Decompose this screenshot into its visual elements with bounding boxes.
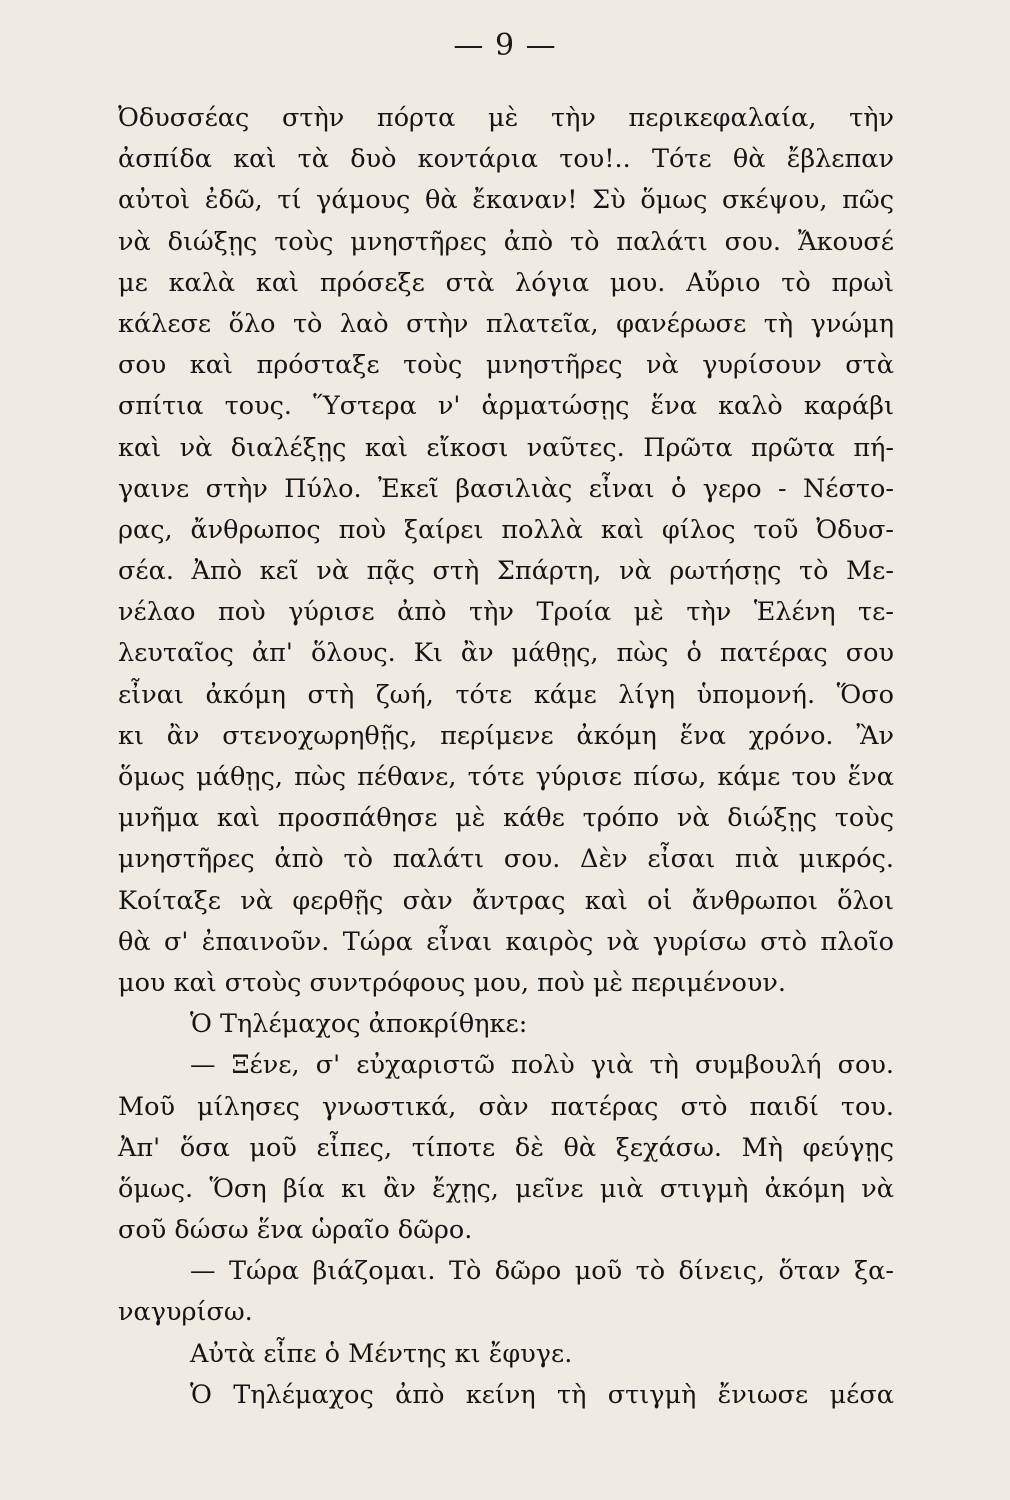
text-line: ὅμως. Ὅση βία κι ἂν ἔχῃς, μεῖνε μιὰ στιγμὴ ἀκόμη νὰ	[118, 1173, 894, 1204]
text-line: μου καὶ στοὺς συντρόφους μου, ποὺ μὲ περιμένουν.	[118, 967, 786, 998]
text-line: κάλεσε ὅλο τὸ λαὸ στὴν πλατεῖα, φανέρωσε τὴ γνώμη	[118, 308, 894, 339]
text-line: Ἀπ' ὅσα μοῦ εἶπες, τίποτε δὲ θὰ ξεχάσω. Μὴ φεύγῃς	[118, 1132, 894, 1163]
text-line: μνῆμα καὶ προσπάθησε μὲ κάθε τρόπο νὰ διώξῃς τοὺς	[118, 803, 894, 834]
text-line: Ὁ Τηλέμαχος ἀποκρίθηκε:	[190, 1009, 528, 1040]
text-line: καὶ νὰ διαλέξῃς καὶ εἴκοσι ναῦτες. Πρῶτα πρῶτα πή-	[118, 432, 894, 463]
text-line: ρας, ἄνθρωπος ποὺ ξαίρει πολλὰ καὶ φίλος τοῦ Ὀδυσ-	[118, 514, 894, 545]
text-line: μνηστῆρες ἀπὸ τὸ παλάτι σου. Δὲν εἶσαι πιὰ μικρός.	[118, 844, 894, 875]
text-line: Ὀδυσσέας στὴν πόρτα μὲ τὴν περικεφαλαία, τὴν	[118, 103, 894, 133]
text-line: σέα. Ἀπὸ κεῖ νὰ πᾷς στὴ Σπάρτη, νὰ ρωτήσῃς τὸ Με-	[118, 556, 894, 587]
text-line: αὐτοὶ ἐδῶ, τί γάμους θὰ ἔκαναν! Σὺ ὅμως σκέψου, πῶς	[118, 185, 894, 216]
text-line: εἶναι ἀκόμη στὴ ζωή, τότε κάμε λίγη ὑπομονή. Ὅσο	[118, 679, 894, 710]
text-line: Κοίταξε νὰ φερθῇς σὰν ἄντρας καὶ οἱ ἄνθρωποι ὅλοι	[118, 885, 894, 916]
text-line: νέλαο ποὺ γύρισε ἀπὸ τὴν Τροία μὲ τὴν Ἑλένη τε-	[118, 597, 894, 628]
text-line: με καλὰ καὶ πρόσεξε στὰ λόγια μου. Αὔριο τὸ πρωὶ	[118, 267, 894, 298]
text-line: θὰ σ' ἐπαινοῦν. Τώρα εἶναι καιρὸς νὰ γυρίσω στὸ πλοῖο	[118, 926, 894, 957]
text-line: σοῦ δώσω ἕνα ὡραῖο δῶρο.	[118, 1215, 473, 1246]
text-line: κι ἂν στενοχωρηθῇς, περίμενε ἀκόμη ἕνα χρόνο. Ἂν	[118, 720, 894, 751]
text-line: ὅμως μάθῃς, πὼς πέθανε, τότε γύρισε πίσω, κάμε του ἕνα	[118, 762, 894, 792]
text-line: — Τώρα βιάζομαι. Τὸ δῶρο μοῦ τὸ δίνεις, ὅταν ξα-	[190, 1256, 894, 1287]
page-number: — 9 —	[453, 28, 557, 63]
text-line: ἀσπίδα καὶ τὰ δυὸ κοντάρια του!.. Τότε θὰ ἔβλεπαν	[118, 144, 894, 175]
text-line: Αὐτὰ εἶπε ὁ Μέντης κι ἔφυγε.	[190, 1338, 573, 1369]
body-text	[118, 98, 894, 1416]
text-line: Μοῦ μίλησες γνωστικά, σὰν πατέρας στὸ παιδί του.	[118, 1091, 894, 1122]
text-line: ναγυρίσω.	[118, 1297, 253, 1328]
text-line: σου καὶ πρόσταξε τοὺς μνηστῆρες νὰ γυρίσουν στὰ	[118, 350, 894, 381]
text-line: — Ξένε, σ' εὐχαριστῶ πολὺ γιὰ τὴ συμβουλή σου.	[190, 1050, 894, 1081]
text-line: γαινε στὴν Πύλο. Ἐκεῖ βασιλιὰς εἶναι ὁ γερο - Νέστο-	[118, 473, 894, 504]
text-line: νὰ διώξῃς τοὺς μνηστῆρες ἀπὸ τὸ παλάτι σου. Ἄκουσέ	[118, 226, 894, 257]
text-line: λευταῖος ἀπ' ὅλους. Κι ἂν μάθῃς, πὼς ὁ πατέρας σου	[118, 638, 894, 669]
text-line: Ὁ Τηλέμαχος ἀπὸ κείνη τὴ στιγμὴ ἔνιωσε μέσα	[190, 1379, 894, 1410]
text-line: σπίτια τους. Ὕστερα ν' ἁρματώσῃς ἕνα καλὸ καράβι	[118, 391, 894, 422]
